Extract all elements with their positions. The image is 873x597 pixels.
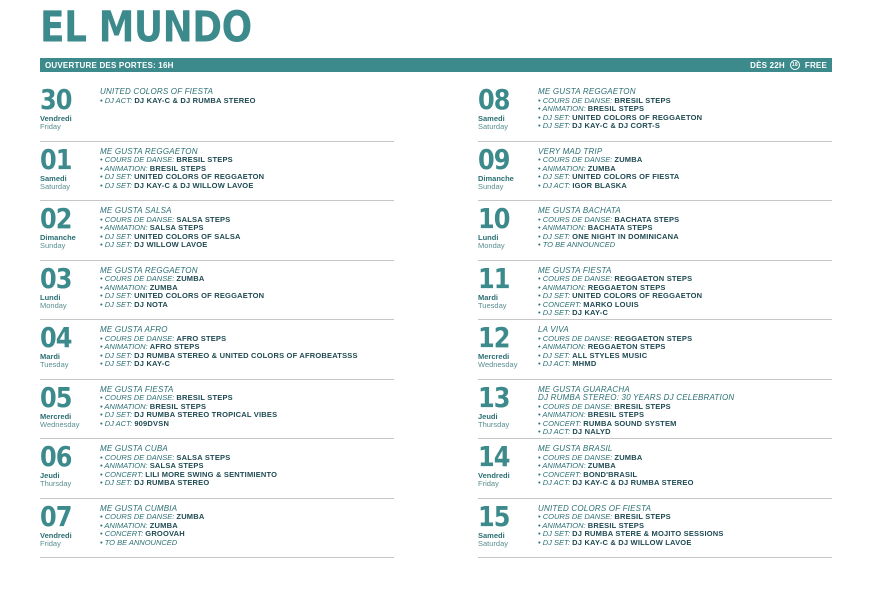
lineup-value: DJ WILLOW LAVOE bbox=[134, 240, 208, 249]
lineup-value: ZUMBA bbox=[176, 512, 205, 521]
day-number: 13 bbox=[478, 381, 510, 414]
day-number: 03 bbox=[40, 262, 72, 295]
lineup-value: ALL STYLES MUSIC bbox=[572, 350, 648, 360]
lineup-label: • ANIMATION: bbox=[538, 282, 586, 292]
lineup-item bbox=[538, 241, 830, 250]
event-entry bbox=[40, 320, 394, 380]
lineup-value: BRESIL STEPS bbox=[176, 155, 233, 164]
lineup-value: MARKO LOUIS bbox=[583, 299, 639, 309]
day-name-fr: Mardi bbox=[40, 352, 61, 361]
event-lineup bbox=[538, 97, 830, 131]
event-date bbox=[478, 440, 536, 488]
day-name-en: Friday bbox=[478, 479, 499, 488]
event-lineup bbox=[100, 513, 392, 547]
lineup-label: • DJ ACT: bbox=[538, 478, 571, 487]
day-number: 05 bbox=[40, 381, 72, 414]
event-name: UNITED COLORS OF FIESTA bbox=[538, 503, 652, 513]
event-entry bbox=[40, 499, 394, 559]
event-info bbox=[100, 505, 392, 548]
lineup-value: BACHATA STEPS bbox=[614, 214, 680, 224]
event-date bbox=[478, 500, 536, 548]
event-info bbox=[100, 267, 392, 310]
event-entry bbox=[478, 439, 832, 499]
lineup-value: MHMD bbox=[572, 359, 597, 368]
age-limit-icon: 18 bbox=[790, 60, 800, 70]
lineup-label: • DJ SET: bbox=[100, 231, 133, 241]
event-entry bbox=[40, 201, 394, 261]
lineup-item bbox=[100, 539, 392, 548]
event-lineup bbox=[100, 335, 392, 369]
event-entry bbox=[40, 142, 394, 202]
lineup-value: DJ KAY-C bbox=[134, 359, 171, 368]
day-name-fr: Vendredi bbox=[40, 114, 72, 123]
lineup-value: AFRO STEPS bbox=[176, 333, 227, 343]
event-date bbox=[478, 321, 536, 369]
event-info bbox=[100, 326, 392, 369]
event-date bbox=[40, 321, 98, 369]
event-lineup bbox=[100, 216, 392, 250]
day-name-en: Saturday bbox=[478, 538, 509, 548]
lineup-label: • DJ ACT: bbox=[100, 418, 133, 428]
event-info bbox=[100, 148, 392, 191]
lineup-value: ZUMBA bbox=[176, 274, 205, 283]
lineup-label: • COURS DE DANSE: bbox=[538, 512, 613, 521]
day-number: 09 bbox=[478, 143, 510, 176]
event-lineup bbox=[100, 394, 392, 428]
lineup-value: BRESIL STEPS bbox=[614, 95, 671, 105]
lineup-value: BOND'BRASIL bbox=[583, 469, 638, 479]
lineup-value: ZUMBA bbox=[149, 282, 178, 292]
day-name-en: Wednesday bbox=[478, 360, 518, 369]
lineup-value: DJ KAY-C & DJ CORT-S bbox=[572, 121, 661, 130]
lineup-value: ONE NIGHT IN DOMINICANA bbox=[572, 231, 679, 241]
day-name-fr: Vendredi bbox=[478, 471, 510, 480]
lineup-label: • DJ SET: bbox=[538, 350, 571, 360]
day-name-fr: Jeudi bbox=[40, 471, 60, 480]
event-name: ME GUSTA BRASIL bbox=[538, 444, 613, 453]
lineup-value: ZUMBA bbox=[587, 163, 616, 173]
lineup-label: • ANIMATION: bbox=[100, 342, 148, 351]
lineup-item bbox=[100, 182, 392, 191]
event-lineup bbox=[100, 97, 392, 106]
event-name: ME GUSTA CUBA bbox=[100, 444, 168, 453]
day-number: 11 bbox=[478, 262, 510, 295]
lineup-label: • ANIMATION: bbox=[100, 520, 148, 530]
lineup-label: • ANIMATION: bbox=[538, 163, 586, 173]
day-name-en: Tuesday bbox=[40, 360, 69, 369]
lineup-value: DJ NOTA bbox=[134, 299, 168, 309]
lineup-label: • DJ ACT: bbox=[538, 359, 571, 368]
day-name-en: Saturday bbox=[40, 181, 71, 191]
event-entry bbox=[478, 380, 832, 440]
lineup-value: REGGAETON STEPS bbox=[587, 282, 666, 292]
event-name: ME GUSTA AFRO bbox=[100, 325, 168, 334]
price-text: FREE bbox=[804, 60, 827, 70]
day-name-fr: Vendredi bbox=[40, 530, 72, 540]
day-number: 08 bbox=[478, 83, 510, 116]
lineup-label: • DJ ACT: bbox=[100, 95, 133, 105]
lineup-value: DJ KAY-C & DJ RUMBA STEREO bbox=[134, 95, 256, 105]
day-number: 04 bbox=[40, 321, 72, 354]
day-number: 01 bbox=[40, 143, 72, 176]
lineup-label: • DJ SET: bbox=[538, 231, 571, 241]
lineup-label: • DJ SET: bbox=[538, 529, 571, 538]
day-name-en: Monday bbox=[40, 300, 67, 310]
lineup-label: • DJ SET: bbox=[538, 537, 571, 547]
lineup-label: • COURS DE DANSE: bbox=[100, 155, 175, 164]
lineup-value: 909DVSN bbox=[134, 418, 170, 428]
lineup-item bbox=[100, 420, 392, 429]
lineup-value: LILI MORE SWING & SENTIMIENTO bbox=[145, 469, 278, 479]
lineup-value: AFRO STEPS bbox=[149, 342, 200, 351]
lineup-label: • COURS DE DANSE: bbox=[538, 155, 613, 164]
event-name: UNITED COLORS OF FIESTA bbox=[100, 87, 214, 96]
event-name: LA VIVA bbox=[538, 325, 569, 334]
lineup-label: • TO BE ANNOUNCED bbox=[100, 537, 178, 547]
lineup-item bbox=[538, 360, 830, 369]
lineup-value: BRESIL STEPS bbox=[587, 520, 645, 530]
event-info bbox=[538, 505, 830, 548]
lineup-value: SALSA STEPS bbox=[176, 214, 231, 224]
event-date bbox=[40, 500, 98, 548]
lineup-value: BRESIL STEPS bbox=[587, 410, 645, 419]
lineup-label: • DJ SET: bbox=[100, 180, 133, 190]
lineup-value: DJ KAY-C & DJ WILLOW LAVOE bbox=[572, 537, 692, 547]
lineup-label: • DJ SET: bbox=[538, 291, 571, 300]
day-name-en: Sunday bbox=[478, 181, 504, 191]
lineup-label: • ANIMATION: bbox=[538, 104, 586, 113]
event-name: VERY MAD TRIP bbox=[538, 146, 603, 156]
lineup-value: UNITED COLORS OF REGGAETON bbox=[134, 291, 265, 300]
day-name-en: Monday bbox=[478, 241, 505, 250]
lineup-label: • DJ SET: bbox=[538, 121, 571, 130]
event-lineup bbox=[538, 454, 830, 488]
event-name: ME GUSTA FIESTA bbox=[100, 384, 174, 394]
event-lineup bbox=[100, 454, 392, 488]
event-entry bbox=[478, 142, 832, 202]
event-entry bbox=[478, 261, 832, 321]
lineup-label: • COURS DE DANSE: bbox=[538, 214, 613, 224]
lineup-item bbox=[538, 428, 830, 437]
lineup-label: • CONCERT: bbox=[538, 469, 582, 479]
lineup-label: • COURS DE DANSE: bbox=[100, 512, 175, 521]
lineup-value: REGGAETON STEPS bbox=[614, 333, 693, 343]
event-entry bbox=[40, 261, 394, 321]
day-name-fr: Mardi bbox=[478, 292, 499, 302]
lineup-label: • CONCERT: bbox=[538, 418, 582, 428]
lineup-value: UNITED COLORS OF SALSA bbox=[134, 231, 241, 241]
lineup-label: • CONCERT: bbox=[100, 529, 144, 538]
lineup-value: SALSA STEPS bbox=[149, 461, 204, 470]
event-date bbox=[40, 143, 98, 191]
event-info bbox=[100, 88, 392, 105]
day-name-en: Saturday bbox=[478, 122, 509, 131]
event-info bbox=[538, 386, 830, 437]
lineup-label: • ANIMATION: bbox=[538, 223, 586, 232]
lineup-value: ZUMBA bbox=[614, 155, 643, 164]
lineup-label: • ANIMATION: bbox=[100, 282, 148, 292]
lineup-label: • DJ SET: bbox=[100, 291, 133, 300]
day-name-fr: Mercredi bbox=[40, 411, 72, 421]
start-time-text: DÈS 22H bbox=[750, 60, 785, 70]
day-name-en: Sunday bbox=[40, 241, 66, 250]
event-info bbox=[538, 445, 830, 488]
day-number: 12 bbox=[478, 321, 510, 354]
event-entry bbox=[40, 439, 394, 499]
lineup-label: • CONCERT: bbox=[100, 469, 144, 479]
lineup-label: • DJ SET: bbox=[100, 478, 133, 487]
lineup-value: BRESIL STEPS bbox=[176, 393, 233, 402]
day-number: 10 bbox=[478, 202, 510, 235]
lineup-value: DJ RUMBA STEREO & UNITED COLORS OF AFROBEATSSS bbox=[134, 350, 358, 360]
day-name-fr: Dimanche bbox=[478, 173, 514, 183]
event-name: ME GUSTA SALSA bbox=[100, 206, 172, 215]
event-date bbox=[40, 440, 98, 488]
event-entry bbox=[478, 82, 832, 142]
event-date bbox=[478, 262, 536, 310]
lineup-label: • DJ SET: bbox=[538, 308, 571, 317]
event-date bbox=[478, 202, 536, 250]
lineup-label: • DJ SET: bbox=[538, 112, 571, 122]
event-lineup bbox=[538, 216, 830, 250]
day-number: 30 bbox=[40, 83, 72, 116]
event-lineup bbox=[538, 403, 830, 437]
lineup-label: • DJ SET: bbox=[100, 410, 133, 419]
lineup-item bbox=[538, 182, 830, 191]
lineup-value: BRESIL STEPS bbox=[149, 401, 207, 411]
lineup-item bbox=[538, 539, 830, 548]
lineup-value: DJ RUMBA STERE & MOJITO SESSIONS bbox=[572, 529, 724, 538]
event-info bbox=[538, 326, 830, 369]
event-lineup bbox=[538, 335, 830, 369]
event-entry bbox=[40, 380, 394, 440]
event-date bbox=[478, 143, 536, 191]
lineup-value: DJ KAY-C & DJ RUMBA STEREO bbox=[572, 478, 694, 487]
page-title: EL MUNDO bbox=[40, 3, 252, 53]
day-name-fr: Jeudi bbox=[478, 411, 498, 421]
lineup-label: • ANIMATION: bbox=[538, 410, 586, 419]
lineup-label: • ANIMATION: bbox=[538, 461, 586, 470]
lineup-value: BRESIL STEPS bbox=[614, 401, 671, 411]
event-entry bbox=[478, 201, 832, 261]
doors-open-text: OUVERTURE DES PORTES: 16H bbox=[45, 60, 174, 70]
day-name-fr: Samedi bbox=[478, 114, 505, 123]
lineup-label: • COURS DE DANSE: bbox=[100, 274, 175, 283]
event-lineup bbox=[538, 156, 830, 190]
lineup-item bbox=[100, 301, 392, 310]
day-name-fr: Samedi bbox=[478, 530, 505, 540]
lineup-label: • COURS DE DANSE: bbox=[100, 214, 175, 224]
schedule-column-right bbox=[478, 82, 832, 558]
lineup-label: • ANIMATION: bbox=[538, 520, 586, 530]
lineup-value: DJ RUMBA STEREO bbox=[134, 478, 210, 487]
event-name: ME GUSTA CUMBIA bbox=[100, 503, 178, 513]
lineup-value: GROOVAH bbox=[145, 529, 185, 538]
event-info bbox=[538, 207, 830, 250]
event-lineup bbox=[100, 156, 392, 190]
lineup-label: • COURS DE DANSE: bbox=[100, 452, 175, 462]
event-subtitle: DJ RUMBA STEREO: 30 YEARS DJ CELEBRATION bbox=[538, 393, 735, 402]
lineup-label: • ANIMATION: bbox=[100, 461, 148, 470]
lineup-label: • CONCERT: bbox=[538, 299, 582, 309]
lineup-label: • DJ SET: bbox=[100, 350, 133, 360]
event-date bbox=[40, 381, 98, 429]
event-info bbox=[538, 148, 830, 191]
lineup-value: DJ KAY-C & DJ WILLOW LAVOE bbox=[134, 180, 254, 190]
lineup-label: • COURS DE DANSE: bbox=[538, 452, 613, 462]
lineup-value: ZUMBA bbox=[614, 452, 643, 462]
lineup-value: BACHATA STEPS bbox=[587, 223, 653, 232]
day-name-en: Friday bbox=[40, 122, 61, 131]
day-number: 14 bbox=[478, 440, 510, 473]
lineup-item bbox=[100, 241, 392, 250]
lineup-value: SALSA STEPS bbox=[149, 223, 204, 232]
lineup-label: • DJ SET: bbox=[100, 299, 133, 309]
lineup-value: REGGAETON STEPS bbox=[587, 342, 666, 351]
day-name-en: Thursday bbox=[478, 419, 510, 429]
lineup-label: • COURS DE DANSE: bbox=[538, 401, 613, 411]
lineup-value: UNITED COLORS OF REGGAETON bbox=[134, 172, 265, 181]
event-date bbox=[40, 83, 98, 131]
lineup-value: UNITED COLORS OF REGGAETON bbox=[572, 112, 703, 122]
lineup-item bbox=[100, 97, 392, 106]
event-lineup bbox=[538, 275, 830, 318]
day-name-en: Friday bbox=[40, 538, 61, 548]
event-entry bbox=[478, 320, 832, 380]
day-name-en: Wednesday bbox=[40, 419, 80, 429]
lineup-item bbox=[100, 479, 392, 488]
event-name: ME GUSTA GUARACHA bbox=[538, 384, 630, 394]
lineup-value: BRESIL STEPS bbox=[587, 104, 645, 113]
lineup-value: SALSA STEPS bbox=[176, 452, 231, 462]
lineup-label: • DJ ACT: bbox=[538, 180, 571, 190]
lineup-value: IGOR BLASKA bbox=[572, 180, 628, 190]
lineup-value: BRESIL STEPS bbox=[614, 512, 671, 521]
event-name: ME GUSTA FIESTA bbox=[538, 265, 612, 275]
day-name-en: Tuesday bbox=[478, 300, 507, 310]
lineup-value: DJ RUMBA STEREO TROPICAL VIBES bbox=[134, 410, 278, 419]
lineup-value: RUMBA SOUND SYSTEM bbox=[583, 418, 677, 428]
lineup-label: • ANIMATION: bbox=[100, 223, 148, 232]
event-date bbox=[40, 202, 98, 250]
lineup-label: • COURS DE DANSE: bbox=[100, 333, 175, 343]
day-number: 07 bbox=[40, 500, 72, 533]
lineup-value: UNITED COLORS OF FIESTA bbox=[572, 172, 680, 181]
lineup-label: • COURS DE DANSE: bbox=[538, 333, 613, 343]
day-name-fr: Lundi bbox=[478, 233, 499, 242]
event-date bbox=[40, 262, 98, 310]
day-name-fr: Dimanche bbox=[40, 233, 76, 242]
lineup-value: DJ KAY-C bbox=[572, 308, 609, 317]
lineup-label: • COURS DE DANSE: bbox=[538, 95, 613, 105]
lineup-value: ZUMBA bbox=[587, 461, 616, 470]
event-lineup bbox=[538, 513, 830, 547]
lineup-label: • DJ SET: bbox=[538, 172, 571, 181]
lineup-label: • ANIMATION: bbox=[100, 401, 148, 411]
day-name-fr: Lundi bbox=[40, 292, 61, 302]
lineup-label: • COURS DE DANSE: bbox=[100, 393, 175, 402]
lineup-label: • DJ SET: bbox=[100, 240, 133, 249]
event-lineup bbox=[100, 275, 392, 309]
lineup-label: • ANIMATION: bbox=[100, 163, 148, 173]
lineup-label: • COURS DE DANSE: bbox=[538, 274, 613, 283]
lineup-label: • TO BE ANNOUNCED bbox=[538, 240, 616, 249]
event-name: ME GUSTA REGGAETON bbox=[100, 146, 198, 156]
lineup-value: ZUMBA bbox=[149, 520, 178, 530]
lineup-value: BRESIL STEPS bbox=[149, 163, 207, 173]
day-name-fr: Mercredi bbox=[478, 352, 510, 361]
event-name: ME GUSTA BACHATA bbox=[538, 206, 621, 215]
lineup-label: • DJ ACT: bbox=[538, 427, 571, 436]
day-name-fr: Samedi bbox=[40, 173, 67, 183]
event-name: ME GUSTA REGGAETON bbox=[100, 265, 198, 275]
lineup-item bbox=[538, 122, 830, 131]
event-info bbox=[100, 386, 392, 429]
lineup-value: DJ NALYD bbox=[572, 427, 611, 436]
schedule-column-left bbox=[40, 82, 394, 558]
event-date bbox=[478, 381, 536, 429]
day-number: 02 bbox=[40, 202, 72, 235]
lineup-value: REGGAETON STEPS bbox=[614, 274, 693, 283]
event-info bbox=[538, 88, 830, 131]
lineup-item bbox=[538, 479, 830, 488]
event-date bbox=[478, 83, 536, 131]
event-entry bbox=[478, 499, 832, 559]
event-entry bbox=[40, 82, 394, 142]
lineup-item bbox=[538, 309, 830, 318]
info-bar bbox=[40, 58, 832, 72]
lineup-label: • DJ SET: bbox=[100, 172, 133, 181]
event-info bbox=[538, 267, 830, 318]
day-number: 06 bbox=[40, 440, 72, 473]
day-number: 15 bbox=[478, 500, 510, 533]
day-name-en: Thursday bbox=[40, 479, 72, 488]
bar-right bbox=[750, 60, 827, 70]
lineup-value: UNITED COLORS OF REGGAETON bbox=[572, 291, 703, 300]
event-name: ME GUSTA REGGAETON bbox=[538, 87, 636, 96]
lineup-item bbox=[100, 360, 392, 369]
lineup-label: • ANIMATION: bbox=[538, 342, 586, 351]
lineup-label: • DJ SET: bbox=[100, 359, 133, 368]
event-info bbox=[100, 445, 392, 488]
event-info bbox=[100, 207, 392, 250]
